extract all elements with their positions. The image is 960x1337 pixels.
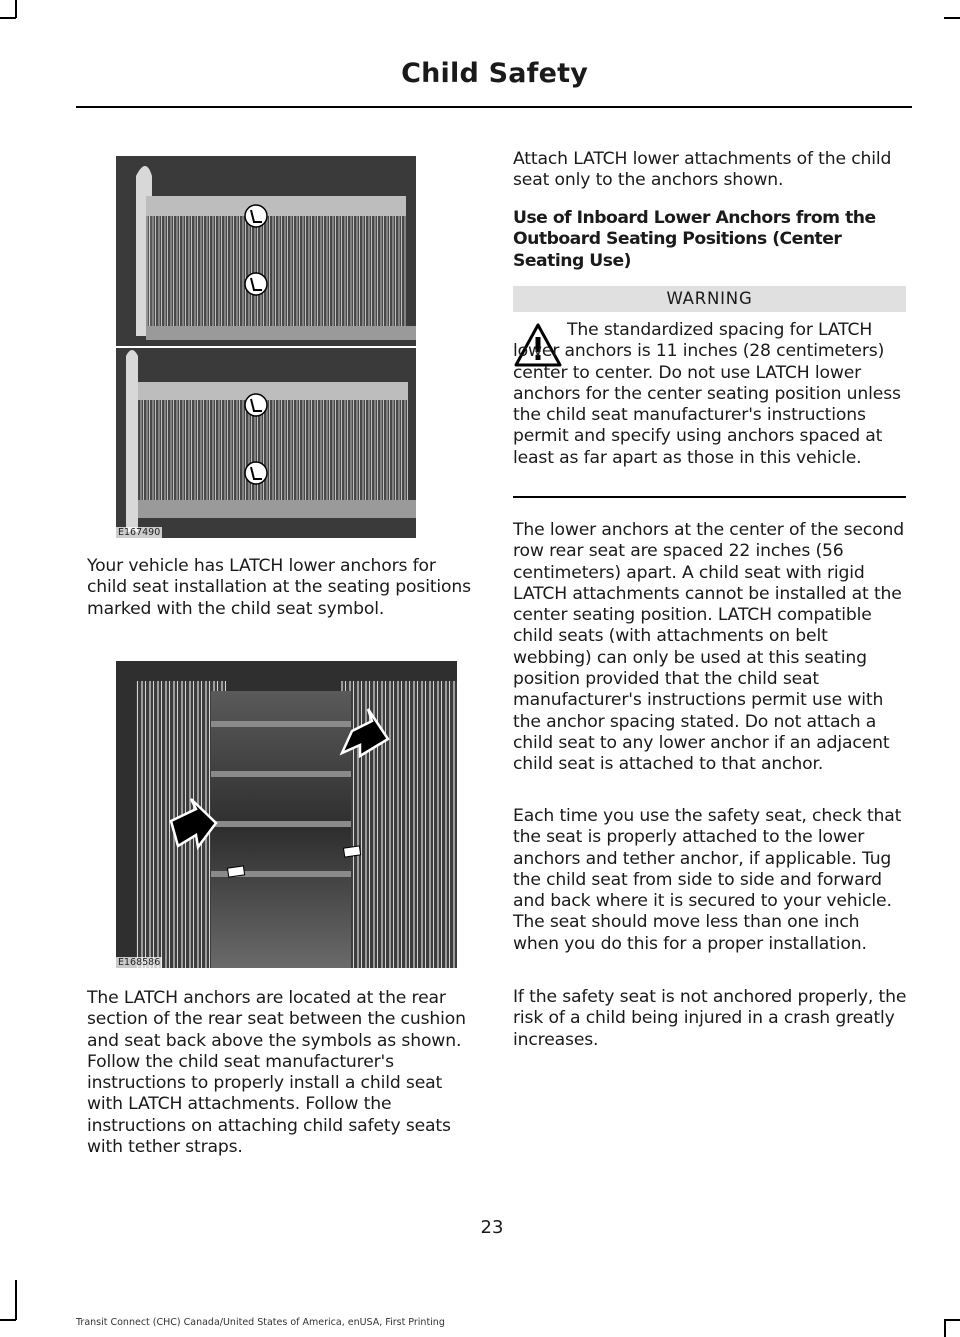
- right-para-4: If the safety seat is not anchored properly, the risk of a child being injured in a crash greatly increases.: [513, 987, 907, 1050]
- warning-text: The standardized spacing for LATCH lower anchors is 11 inches (28 centimeters) center to center. Do not use LATCH lower anchors for the center seating position unless the child seat manufacturer's instructions permit and specify using anchors spaced at least as far apart as those in this vehicle.: [513, 320, 901, 468]
- seat-illustration: [116, 156, 416, 538]
- crop-mark-bottom-left-h: [0, 1319, 16, 1321]
- figure-latch-seats: [116, 156, 416, 538]
- footer-text: Transit Connect (CHC) Canada/United States of America, enUSA, First Printing: [76, 1317, 445, 1328]
- section-subheading: Use of Inboard Lower Anchors from the Outboard Seating Positions (Center Seating Use): [513, 208, 876, 271]
- warning-divider: [513, 496, 906, 498]
- crop-mark-top-left-h: [0, 17, 16, 19]
- right-para-1: Attach LATCH lower attachments of the child seat only to the anchors shown.: [513, 149, 892, 191]
- figure-latch-anchors: [116, 661, 457, 968]
- crop-mark-bottom-left-v: [15, 1280, 17, 1320]
- right-para-3: Each time you use the safety seat, check that the seat is properly attached to the lower anchors and tether anchor, if applicable. Tug the child seat from side to side and forward and back where it is secured to your vehicle. The seat should move less than one inch when you do this for a proper installation.: [513, 806, 902, 954]
- crop-mark-bottom-right-v: [944, 1320, 946, 1337]
- crop-mark-top-right-h: [944, 17, 960, 19]
- warning-header: WARNING: [513, 286, 906, 312]
- figure-id: E168586: [118, 957, 161, 968]
- figure-id: E167490: [118, 527, 161, 538]
- right-para-2: The lower anchors at the center of the second row rear seat are spaced 22 inches (56 centimeters) apart. A child seat with rigid LATCH attachments cannot be installed at the center seating position. LATCH compatible child seats (with attachments on belt webbing) can only be used at this seating position provided that the child seat manufacturer's instructions permit use with the anchor spacing stated. Do not attach a child seat to any lower anchor if an adjacent child seat is attached to that anchor.: [513, 520, 905, 775]
- crop-mark-bottom-right-h: [944, 1319, 960, 1321]
- anchor-illustration: [116, 661, 457, 968]
- header-divider: [76, 106, 912, 108]
- crop-mark-top-left-v: [15, 0, 17, 18]
- page-number: 23: [480, 1217, 504, 1238]
- left-para-1: Your vehicle has LATCH lower anchors for child seat installation at the seating positions marked with the child seat symbol.: [87, 556, 471, 619]
- left-para-2: The LATCH anchors are located at the rear section of the rear seat between the cushion and seat back above the symbols as shown. Follow the child seat manufacturer's instructions to properly install a child seat with LATCH attachments. Follow the instructions on attaching child safety seats with tether straps.: [87, 988, 466, 1158]
- page-title: Child Safety: [401, 58, 588, 89]
